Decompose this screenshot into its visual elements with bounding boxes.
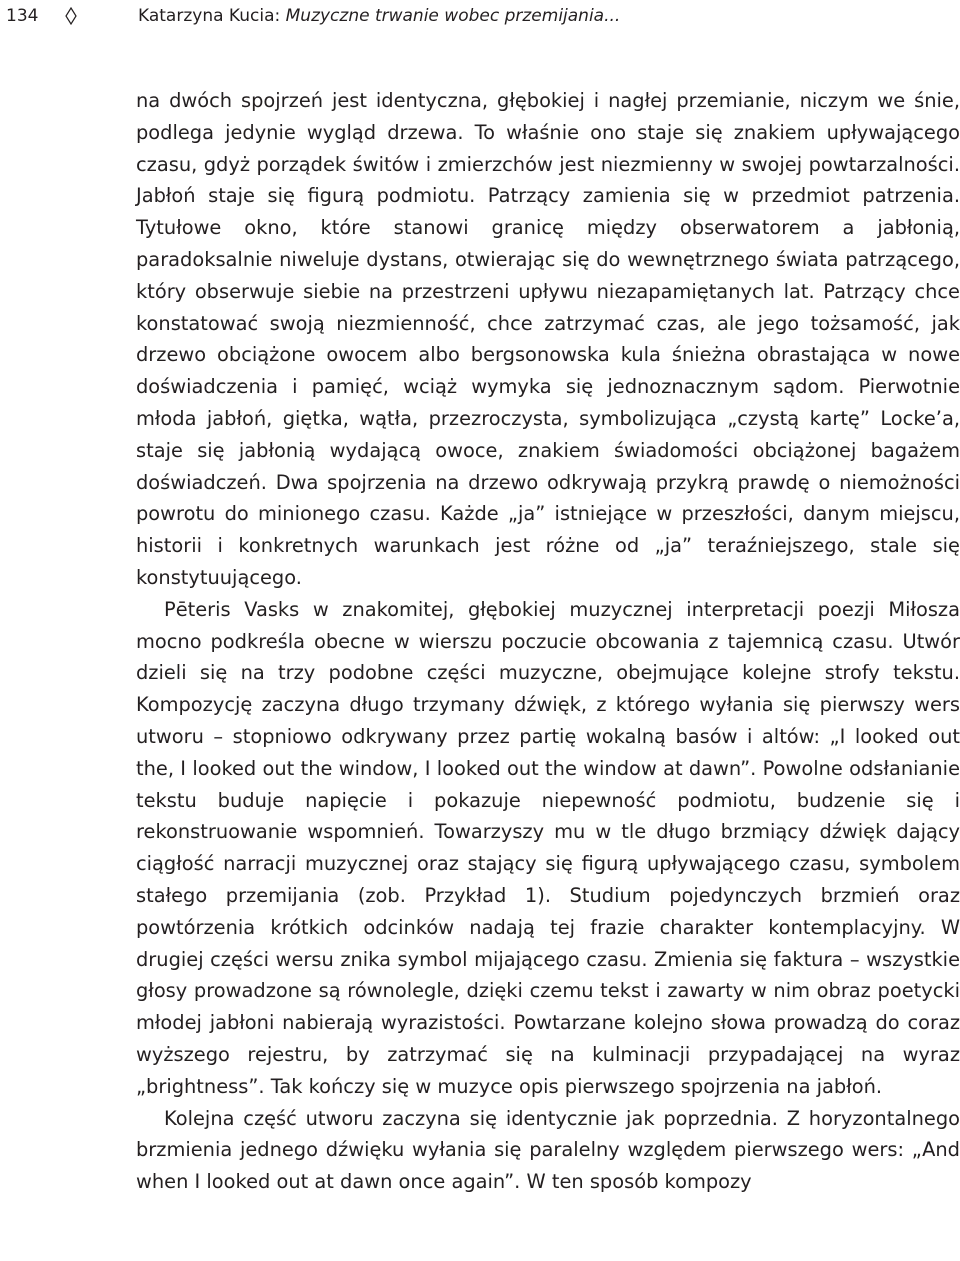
running-head-author: Katarzyna Kucia: [138,6,286,26]
running-head [138,4,620,28]
running-head-title: Muzyczne trwanie wobec przemijania... [285,6,621,26]
body-text [136,85,960,1198]
running-header [6,4,940,28]
paragraph-continued: na dwóch spojrzeń jest identyczna, głębokiej i nagłej przemianie, niczym we śnie, podlega jedynie wygląd drzewa. To właśnie ono staje się znakiem upływającego czasu, gdyż porządek świtów i zmierzchów jest niezmienny w swojej powtarzalności. Jabłoń staje się figurą podmiotu. Patrzący zamienia się w przedmiot patrzenia. Tytułowe okno, które stanowi granicę między obserwatorem a jabłonią, paradoksalnie niweluje dystans, otwierając się do wewnętrznego świata patrzącego, który obserwuje siebie na przestrzeni upływu niezapamiętanych lat. Patrzący chce konstatować swoją niezmienność, chce zatrzymać czas, ale jego tożsamość, jak drzewo obciążone owocem albo bergsonowska kula śnieżna obrastająca w nowe doświadczenia i pamięć, wciąż wymyka się jednoznacznym sądom. Pierwotnie młoda jabłoń, giętka, wątła, przezroczysta, symbolizująca „czystą kartę” Locke’a, staje się jabłonią wydającą owoce, znakiem świadomości obciążonej bagażem doświadczeń. Dwa spojrzenia na drzewo odkrywają przykrą prawdę o niemożności powrotu do minionego czasu. Każde „ja” istniejące w przeszłości, danym miejscu, historii i konkretnych warunkach jest różne od „ja” teraźniejszego, stale się konstytuującego. [136,89,960,589]
page-number: 134 [6,6,39,26]
paragraph-vasks: Pēteris Vasks w znakomitej, głębokiej muzycznej interpretacji poezji Miłosza mocno podkreśla obecne w wierszu poczucie obcowania z tajemnicą czasu. Utwór dzieli się na trzy podobne części muzyczne, obejmujące kolejne strofy tekstu. Kompozycję zaczyna długo trzymany dźwięk, z którego wyłania się pierwszy wers utworu – stopniowo odkrywany przez partię wokalną basów i altów: „I looked out the, I looked out the window, I looked out the window at dawn”. Powolne odsłanianie tekstu buduje napięcie i pokazuje niepewność podmiotu, budzenie się i rekonstruowanie wspomnień. Towarzyszy mu w tle długo brzmiący dźwięk dający ciągłość narracji muzycznej oraz stający się figurą upływającego czasu, symbolem stałego przemijania (zob. Przykład 1). Studium pojedynczych brzmień oraz powtórzenia krótkich odcinków nadają tej frazie charakter kontemplacyjny. W drugiej części wersu znika symbol mijającego czasu. Zmienia się faktura – wszystkie głosy prowadzone są równolegle, dzięki czemu tekst i zawarty w nim obraz poetycki młodej jabłoni nabierają wyrazistości. Powtarzane kolejno słowa prowadzą do coraz wyższego rejestru, by zatrzymać się na kulminacji przypadającej na wyraz „brightness”. Tak kończy się w muzyce opis pierwszego spojrzenia na jabłoń. [136,597,960,1098]
diamond-icon [65,7,77,25]
paragraph-second-part: Kolejna część utworu zaczyna się identycznie jak poprzednia. Z horyzontalnego brzmienia jednego dźwięku wyłania się paralelny względem pierwszego wers: „And when I looked out at dawn once again”. W ten sposób kompozy [136,1106,960,1194]
